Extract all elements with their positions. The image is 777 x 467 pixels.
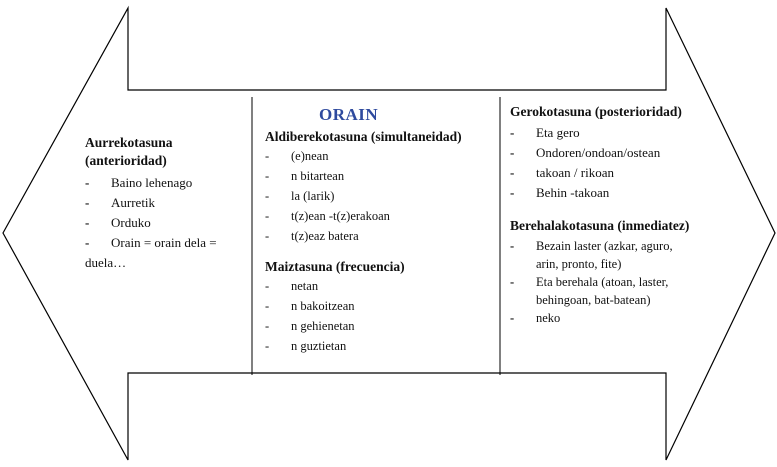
- bullet-dash: -: [265, 149, 270, 163]
- list-item: [510, 237, 710, 273]
- list-item-text: la (larik): [291, 189, 335, 203]
- bullet-dash: -: [265, 229, 270, 243]
- posteriority-list: [510, 123, 710, 203]
- list-item-text: n bakoitzean: [291, 299, 355, 313]
- list-item: [85, 233, 250, 253]
- list-item-text: t(z)eaz batera: [291, 229, 359, 243]
- list-item: [85, 213, 250, 233]
- list-item-text: Eta berehala (atoan, laster,: [536, 275, 669, 289]
- immediacy-list: [510, 237, 710, 327]
- list-item-continuation: behingoan, bat-batean): [536, 293, 651, 307]
- bullet-dash: -: [265, 189, 270, 203]
- list-item-text: t(z)ean -t(z)erakoan: [291, 209, 390, 223]
- bullet-dash: -: [510, 275, 515, 289]
- list-item-text: neko: [536, 311, 561, 325]
- bullet-dash: -: [510, 125, 515, 140]
- left-heading: [85, 134, 250, 170]
- bullet-dash: -: [85, 235, 90, 250]
- list-item: [510, 309, 710, 327]
- list-item-continuation: arin, pronto, fite): [536, 257, 622, 271]
- list-item: [265, 186, 500, 206]
- bullet-dash: -: [85, 215, 90, 230]
- bullet-dash: -: [510, 311, 515, 325]
- bullet-dash: -: [265, 319, 270, 333]
- list-item: [510, 163, 710, 183]
- list-item-text: n guztietan: [291, 339, 347, 353]
- list-item: [265, 226, 500, 246]
- bullet-dash: -: [85, 175, 90, 190]
- bullet-dash: -: [265, 299, 270, 313]
- right-section-heading: Gerokotasuna (posterioridad): [510, 104, 682, 119]
- bullet-dash: -: [265, 279, 270, 293]
- center-column: [265, 105, 500, 356]
- bullet-dash: -: [85, 195, 90, 210]
- left-column: [85, 134, 250, 273]
- list-item: [265, 276, 500, 296]
- list-item: [265, 206, 500, 226]
- bullet-dash: -: [265, 339, 270, 353]
- list-item: [265, 336, 500, 356]
- center-section-heading: Maiztasuna (frecuencia): [265, 259, 405, 274]
- center-section-heading: Aldiberekotasuna (simultaneidad): [265, 129, 462, 144]
- bullet-dash: -: [510, 239, 515, 253]
- list-item-text: Baino lehenago: [111, 175, 193, 190]
- list-item-text: Ondoren/ondoan/ostean: [536, 145, 661, 160]
- list-item: [510, 183, 710, 203]
- left-list: [85, 173, 250, 253]
- list-item-text: n bitartean: [291, 169, 345, 183]
- center-title: ORAIN: [319, 105, 379, 124]
- list-item-text: Orain = orain dela =: [111, 235, 217, 250]
- left-item-continuation: duela…: [85, 255, 127, 270]
- list-item: [85, 193, 250, 213]
- list-item: [265, 146, 500, 166]
- list-item-text: n gehienetan: [291, 319, 355, 333]
- list-item-text: Bezain laster (azkar, aguro,: [536, 239, 673, 253]
- list-item: [85, 173, 250, 193]
- bullet-dash: -: [265, 209, 270, 223]
- list-item-text: Aurretik: [111, 195, 156, 210]
- right-section-heading: Berehalakotasuna (inmediatez): [510, 218, 690, 233]
- bullet-dash: -: [510, 145, 515, 160]
- left-heading-line1: Aurrekotasuna: [85, 135, 173, 150]
- simultaneity-list: [265, 146, 500, 246]
- list-item-text: Orduko: [111, 215, 151, 230]
- list-item: [265, 166, 500, 186]
- bullet-dash: -: [510, 185, 515, 200]
- list-item-text: (e)nean: [291, 149, 329, 163]
- list-item-text: takoan / rikoan: [536, 165, 614, 180]
- list-item: [265, 316, 500, 336]
- list-item-text: netan: [291, 279, 319, 293]
- right-column: [510, 103, 710, 327]
- list-item: [510, 123, 710, 143]
- bullet-dash: -: [510, 165, 515, 180]
- list-item-text: Eta gero: [536, 125, 580, 140]
- list-item: [510, 143, 710, 163]
- list-item-text: Behin -takoan: [536, 185, 610, 200]
- frequency-list: [265, 276, 500, 356]
- list-item: [265, 296, 500, 316]
- left-heading-line2: (anterioridad): [85, 153, 167, 168]
- list-item: [510, 273, 710, 309]
- bullet-dash: -: [265, 169, 270, 183]
